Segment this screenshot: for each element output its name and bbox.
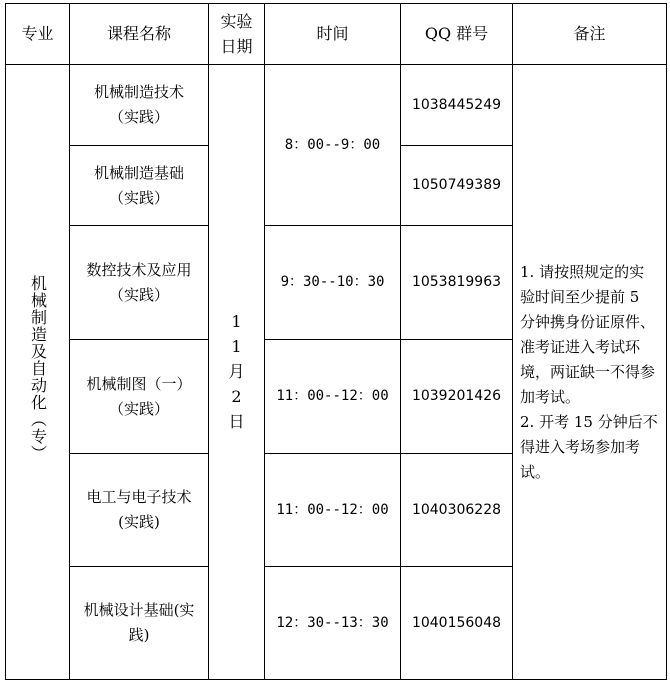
course-cell — [70, 340, 209, 454]
course-cell — [70, 65, 209, 146]
course-name: 电工与电子技术(实践) — [86, 488, 192, 531]
course-cell — [70, 146, 209, 226]
time-cell: 8：00--9：00 — [265, 65, 401, 226]
course-name: 机械制造技术（实践） — [93, 83, 184, 126]
course-name: 数控技术及应用（实践） — [86, 260, 192, 304]
qq-group-number[interactable]: 1038445249 — [401, 65, 513, 146]
date-label: 11月2日 — [228, 312, 245, 431]
date-cell — [209, 65, 265, 680]
qq-group-number[interactable]: 1040306228 — [401, 454, 513, 567]
remarks-cell — [513, 65, 667, 680]
time-cell: 11：00--12：00 — [265, 340, 401, 454]
course-cell — [70, 226, 209, 340]
header-remarks: 备注 — [513, 4, 667, 65]
course-cell — [70, 454, 209, 567]
course-name: 机械制造基础（实践） — [93, 163, 184, 207]
course-cell — [70, 567, 209, 680]
remark-line: 2. 开考 15 分钟后不得进入考场参加考试。 — [520, 412, 658, 481]
time-cell: 9：30--10：30 — [265, 226, 401, 340]
header-row — [6, 4, 667, 65]
remark-line: 1. 请按照规定的实验时间至少提前 5 分钟携身份证原件、准考证进入考试环境，两证缺一不得参加考试。 — [520, 262, 656, 406]
qq-group-number[interactable]: 1039201426 — [401, 340, 513, 454]
header-course: 课程名称 — [70, 4, 209, 65]
header-time: 时间 — [265, 4, 401, 65]
course-name: 机械制图（一）（实践） — [86, 374, 192, 418]
time-cell: 12：30--13：30 — [265, 567, 401, 680]
table-row — [6, 65, 667, 146]
header-qq: QQ 群号 — [401, 4, 513, 65]
major-cell — [6, 65, 70, 680]
qq-group-number[interactable]: 1040156048 — [401, 567, 513, 680]
major-label: 机械制造及自动化（专） — [28, 274, 48, 462]
qq-group-number[interactable]: 1050749389 — [401, 146, 513, 226]
schedule-table — [5, 3, 667, 680]
header-exp-date — [209, 4, 265, 65]
header-major: 专业 — [6, 4, 70, 65]
header-exp-date-label: 实验日期 — [220, 12, 253, 56]
qq-group-number[interactable]: 1053819963 — [401, 226, 513, 340]
course-name: 机械设计基础(实践) — [83, 601, 195, 644]
time-cell: 11：00--12：00 — [265, 454, 401, 567]
